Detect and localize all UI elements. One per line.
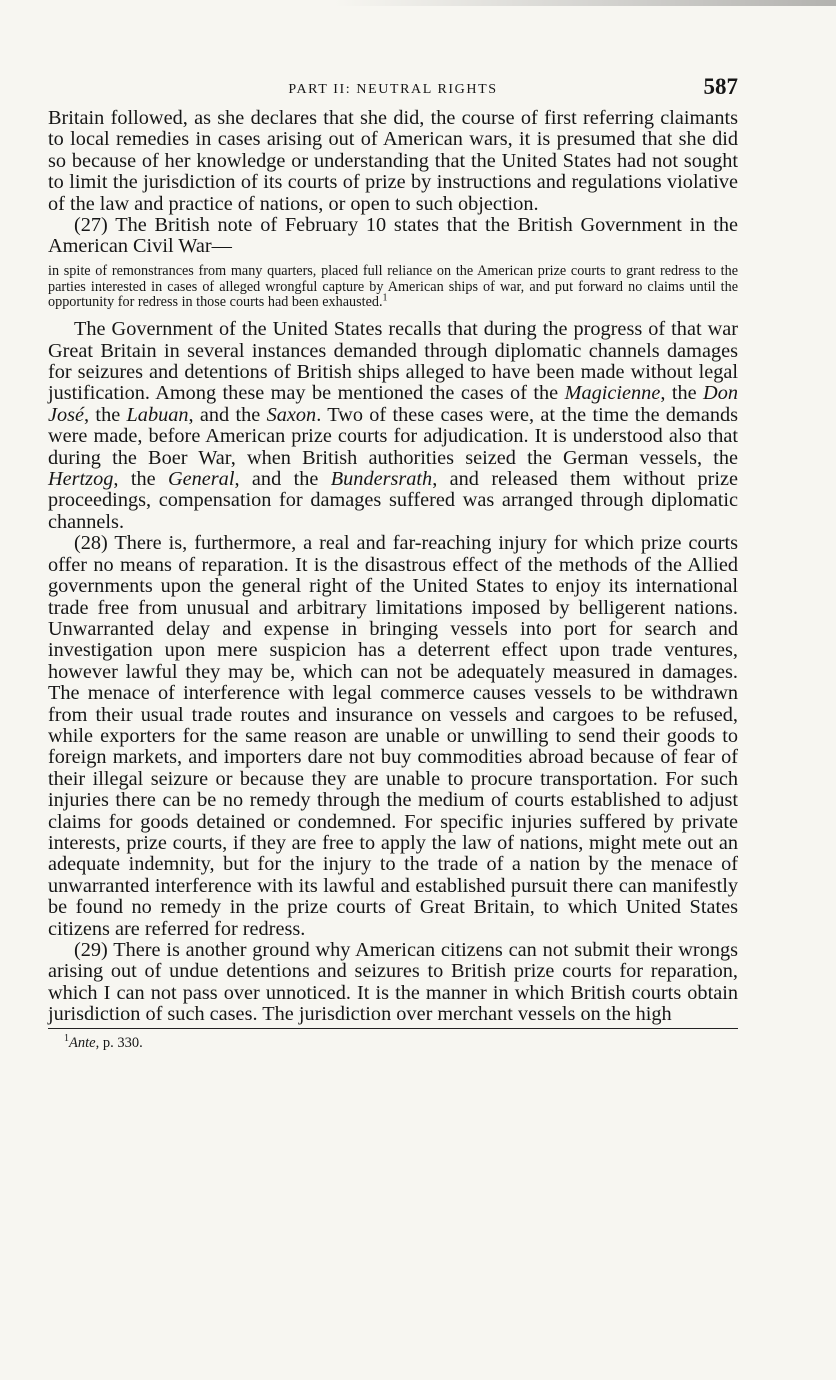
running-head [48, 74, 738, 108]
ship-name: Saxon [266, 403, 317, 426]
footnote-rule [48, 1028, 738, 1029]
paragraph-28: (28) There is, furthermore, a real and far-reaching injury for which prize courts offer no means of reparation. It is the disastrous effect of the methods of the Allied governments upon the general right of the United States to enjoy its international trade free from unusual and arbitrary limitations imposed by belligerent nations. Unwarranted delay and expense in bringing vessels into port for search and investigation upon mere suspicion has a deterrent effect upon trade ventures, however lawful they may be, which can not be adequately measured in damages. The menace of interference with legal commerce causes vessels to be withdrawn from their usual trade routes and insurance on vessels and cargoes to be refused, while exporters for the same reason are unable or unwilling to send their goods to foreign markets, and importers dare not buy commodities abroad because of fear of their illegal seizure or because they are unable to procure transportation. For such injuries there can be no remedy through the medium of courts established to adjust claims for goods detained or condemned. For specific injuries suffered by private interests, prize courts, if they are free to apply the law of nations, might mete out an adequate indemnity, but for the injury to the trade of a nation by the menace of unwarranted interference with its lawful and established pursuit there can manifestly be found no remedy in the prize courts of Great Britain, to which United States citizens are referred for redress. [48, 532, 738, 940]
footnote [48, 1032, 738, 1052]
scan-edge [0, 0, 836, 6]
paragraph-government-recalls [48, 319, 738, 533]
paragraph-continued: Britain followed, as she declares that she did, the course of first referring claimants to local remedies in cases arising out of American wars, it is presumed that she did so because of her knowledge or understanding that the United States had not sought to limit the jurisdiction of its courts of prize by instructions and regulations violative of the law and practice of nations, or open to such objection. [48, 107, 738, 215]
ship-name: General [168, 468, 235, 491]
running-title: PART II: NEUTRAL RIGHTS [288, 82, 498, 97]
block-quote [48, 264, 738, 311]
paragraph-27: (27) The British note of February 10 states that the British Government in the American Civil War— [48, 214, 738, 258]
paragraph-29: (29) There is another ground why American citizens can not submit their wrongs arising out of undue detentions and seizures to British prize courts for reparation, which I can not pass over unnoticed. It is the manner in which British courts obtain jurisdiction of such cases. The jurisdiction over merchant vessels on the high [48, 939, 738, 1026]
page-number: 587 [703, 74, 738, 99]
footnote-text: , p. 330. [95, 1034, 143, 1051]
text-run: , the [84, 403, 127, 426]
document-page [48, 74, 738, 1052]
ship-name: Magicienne [564, 382, 661, 405]
ship-name: Hertzog [48, 468, 114, 491]
text-run: , and the [234, 468, 331, 491]
text-run: , and the [188, 403, 267, 426]
footnote-marker: 1 [64, 1032, 69, 1044]
text-run: , the [113, 468, 168, 491]
footnote-reference: 1 [382, 292, 388, 304]
text-run: , and released them without prize proceedings, compensation for damages suffered was arranged through diplomatic channels. [48, 468, 738, 533]
ship-name: Don José [48, 382, 738, 426]
footnote-ref: Ante [69, 1034, 96, 1051]
ship-name: Bundersrath [330, 468, 433, 491]
block-quote-text: in spite of remonstrances from many quarters, placed full reliance on the American prize courts to grant redress to the parties interested in cases of alleged wrongful capture by American ships of war, and put forward no claims until the opportunity for redress in those courts had been exhausted. [48, 262, 738, 311]
text-run: . Two of these cases were, at the time the demands were made, before American prize courts for adjudication. It is understood also that during the Boer War, when British authorities seized the German vessels, the [48, 403, 738, 469]
text-run: , the [660, 382, 704, 405]
ship-name: Labuan [126, 403, 189, 426]
text-run: The Government of the United States recalls that during the progress of that war Great Britain in several instances demanded through diplomatic channels damages for seizures and detentions of British ships alleged to have been made without legal justification. Among these may be mentioned the cases of the [48, 318, 738, 405]
